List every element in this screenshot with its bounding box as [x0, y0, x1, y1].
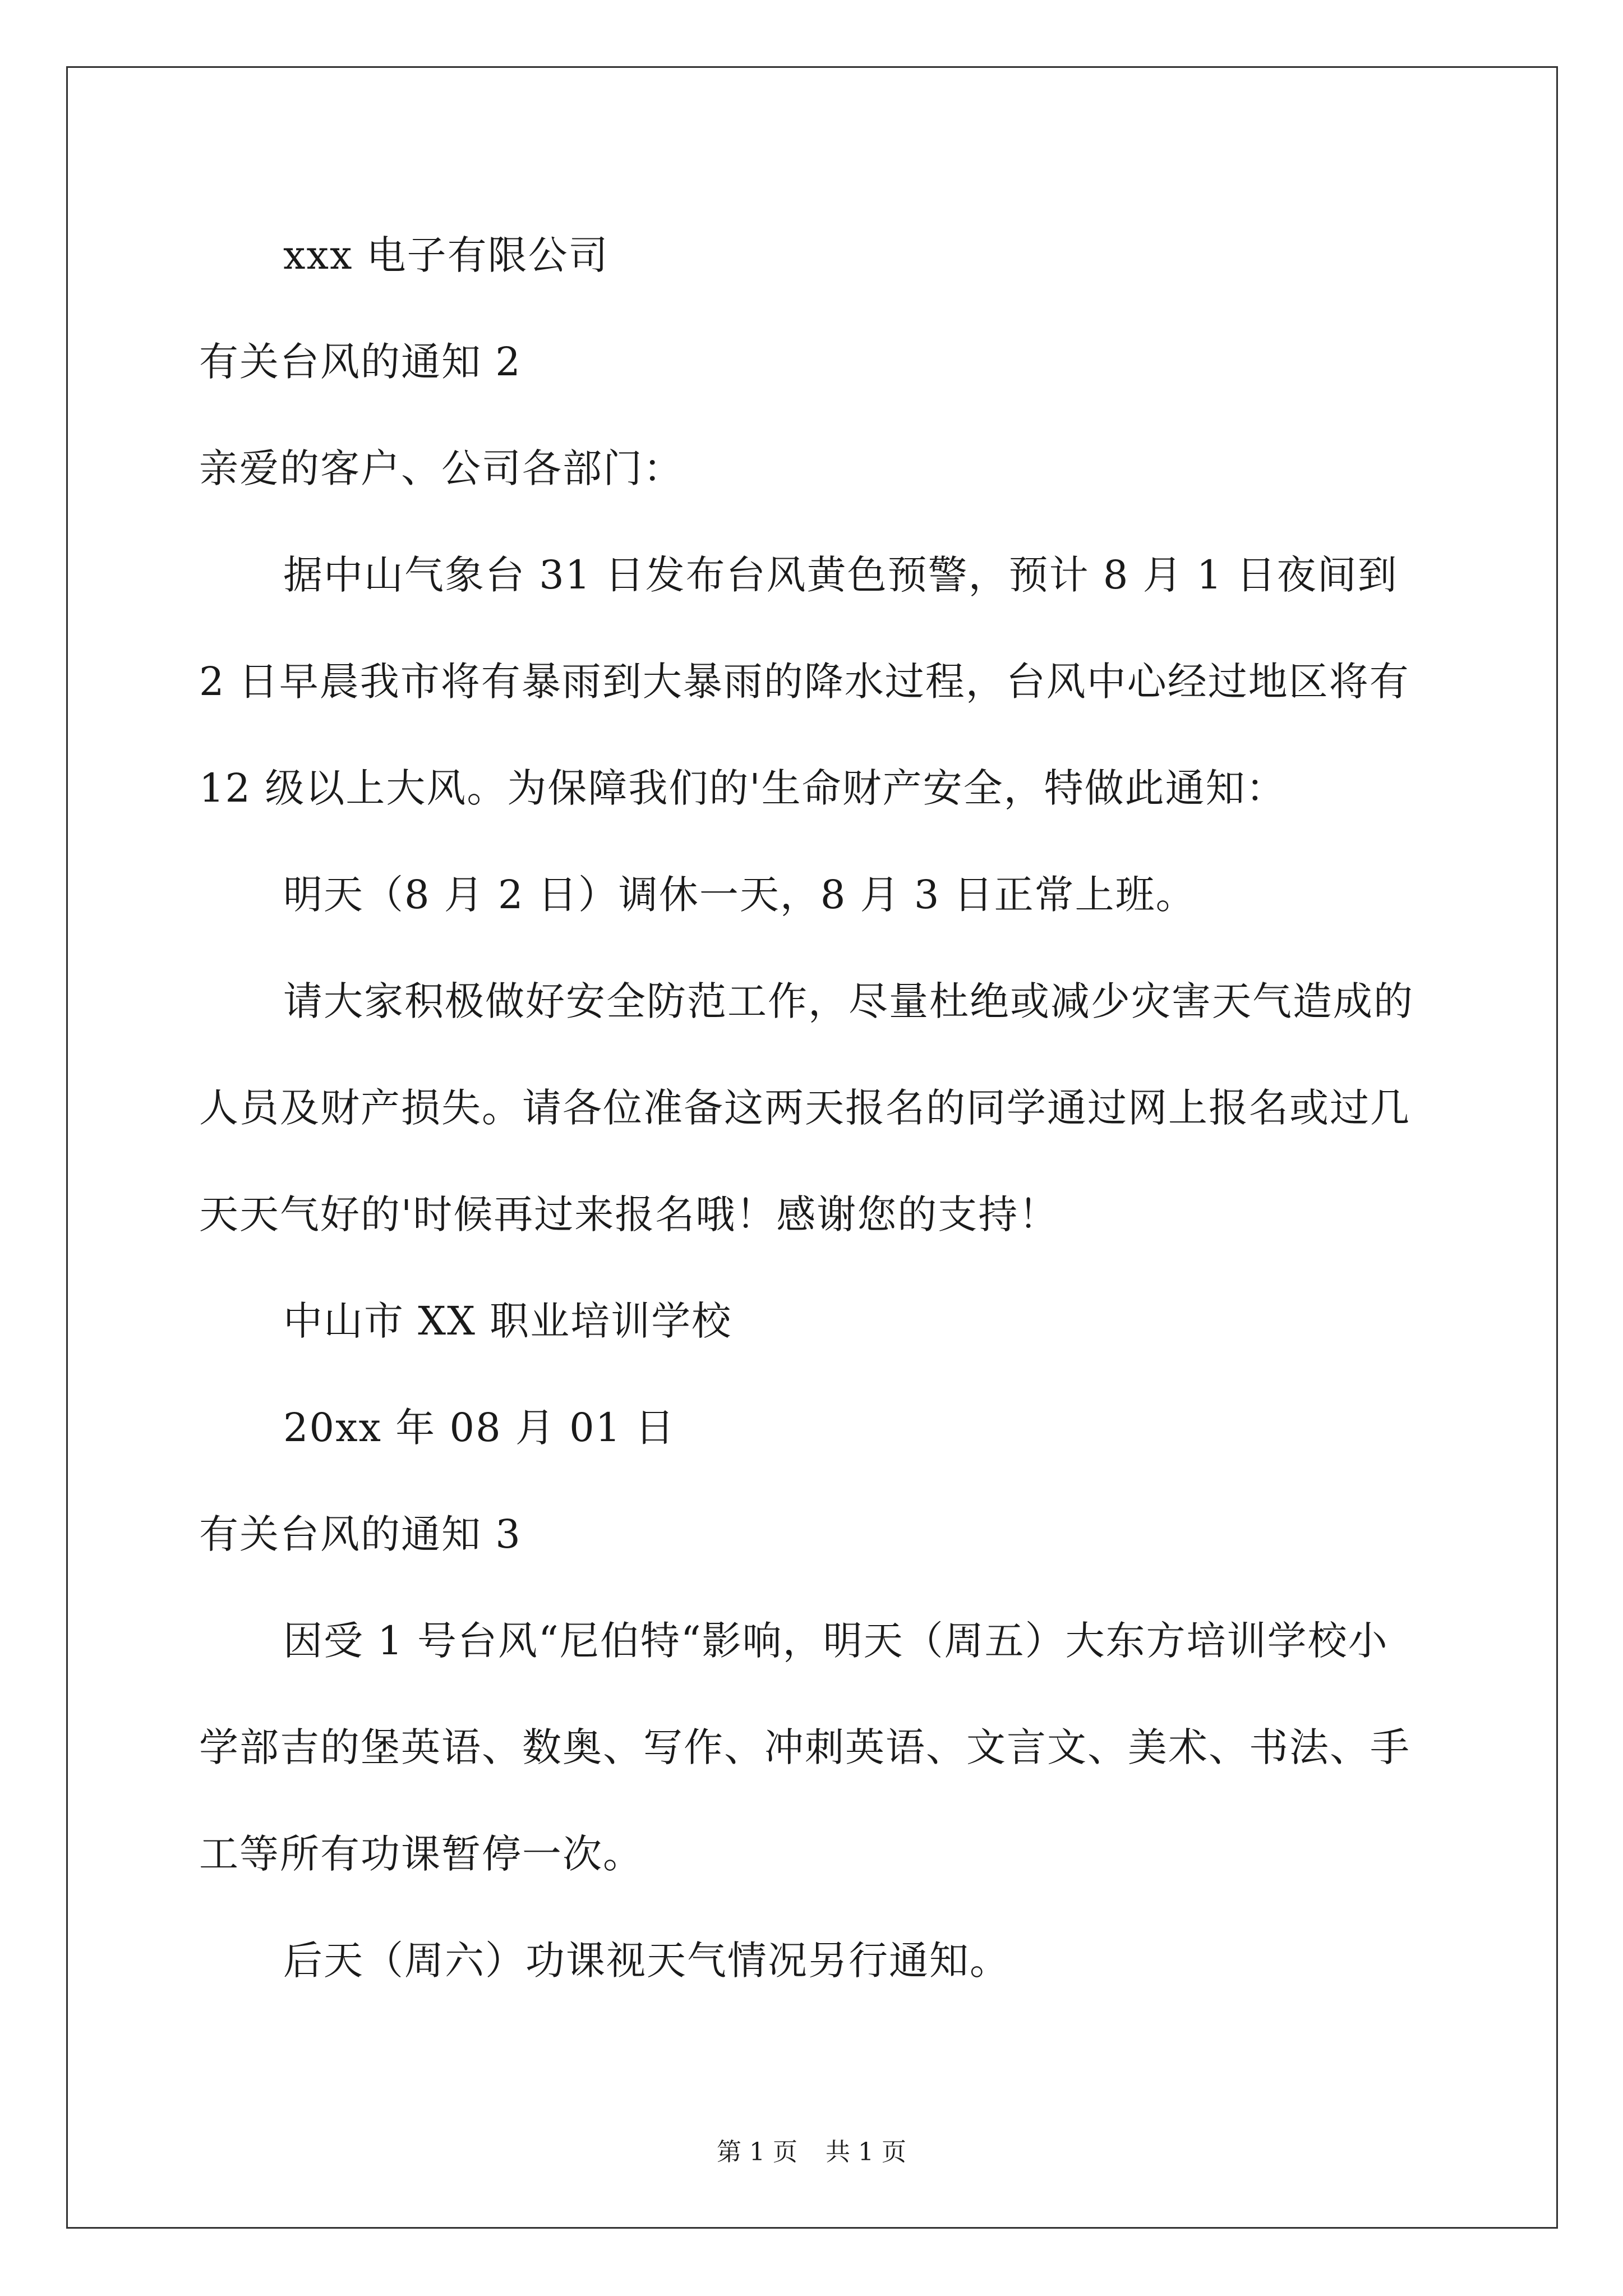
notice-title-2: 有关台风的通知 2: [199, 339, 522, 385]
page-number-current: 第 1 页: [717, 2138, 797, 2166]
notice-title-3: 有关台风的通知 3: [199, 1511, 522, 1557]
paragraph-schedule: 明天（8 月 2 日）调休一天，8 月 3 日正常上班。: [283, 872, 1196, 918]
company-name: xxx 电子有限公司: [283, 232, 609, 278]
paragraph-warning: 据中山气象台 31 日发布台风黄色预警，预计 8 月 1 日夜间到 2 日早晨我市将有暴雨到大暴雨的降水过程，台风中心经过地区将有 12 级以上大风。为保障我们的'生命财产安全，特做此通知：: [199, 552, 1410, 811]
page-footer: [0, 2132, 1623, 2168]
paragraph-safety: 请大家积极做好安全防范工作，尽量杜绝或减少灾害天气造成的人员及财产损失。请各位准备这两天报名的同学通过网上报名或过几天天气好的'时候再过来报名哦！感谢您的支持！: [199, 978, 1414, 1237]
document-body: [199, 202, 1422, 2014]
signature-date: 20xx 年 08 月 01 日: [283, 1405, 676, 1451]
paragraph-class-suspension: 因受 1 号台风“尼伯特“影响，明天（周五）大东方培训学校小学部吉的堡英语、数奥、写作、冲刺英语、文言文、美术、书法、手工等所有功课暂停一次。: [199, 1618, 1410, 1877]
signature-school: 中山市 XX 职业培训学校: [283, 1298, 732, 1344]
paragraph-follow-up: 后天（周六）功课视天气情况另行通知。: [283, 1938, 1010, 1984]
salutation: 亲爱的客户、公司各部门：: [199, 445, 684, 491]
page-number-total: 共 1 页: [826, 2138, 906, 2166]
